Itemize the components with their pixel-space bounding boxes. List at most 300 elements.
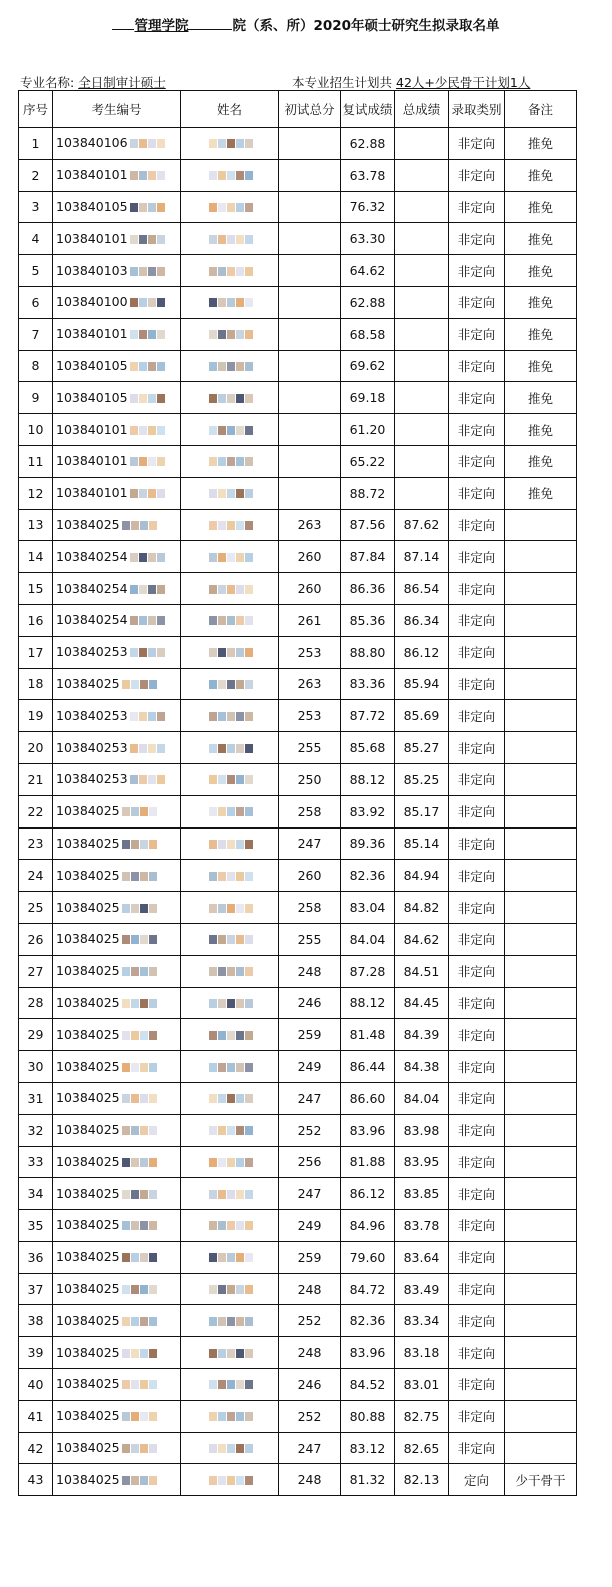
cell-admission-type-text: 非定向 — [457, 295, 496, 311]
cell-retest-score-text: 86.12 — [349, 1186, 386, 1202]
redaction-mosaic — [122, 996, 158, 1011]
cell-admission-type — [449, 255, 505, 287]
cell-prelim-score — [279, 987, 341, 1019]
cell-no-text: 11 — [27, 453, 44, 469]
cell-name — [181, 573, 279, 605]
admission-table — [18, 90, 577, 1496]
cell-no-text: 2 — [31, 167, 40, 183]
cell-total-score-text: 86.34 — [403, 612, 440, 628]
cell-total-score-text: 85.17 — [403, 803, 440, 819]
cell-total-score-text: 86.12 — [403, 644, 440, 660]
cell-admission-type — [449, 1082, 505, 1114]
redaction-mosaic — [209, 327, 254, 342]
redaction-mosaic — [209, 901, 254, 916]
cell-no-text: 5 — [31, 263, 40, 279]
cell-total-score-text: 85.14 — [403, 836, 440, 852]
redaction-mosaic — [130, 391, 166, 406]
cell-note — [505, 1210, 577, 1242]
cell-admission-type — [449, 1178, 505, 1210]
cell-candidate-id — [53, 1273, 181, 1305]
cell-retest-score — [341, 763, 395, 795]
cell-no-text: 1 — [31, 135, 40, 151]
table-row — [19, 1114, 577, 1146]
cell-prelim-score — [279, 1082, 341, 1114]
cell-total-score — [395, 636, 449, 668]
cell-retest-score — [341, 668, 395, 700]
cell-prelim-score — [279, 1432, 341, 1464]
cell-note-text: 推免 — [527, 168, 553, 184]
cell-candidate-id — [53, 573, 181, 605]
redaction-mosaic — [209, 1060, 254, 1075]
cell-candidate-id — [53, 1241, 181, 1273]
cell-retest-score — [341, 955, 395, 987]
cell-prelim-score-text: 248 — [297, 1281, 322, 1297]
cell-candidate-id — [53, 668, 181, 700]
cell-total-score-text: 85.94 — [403, 676, 440, 692]
cell-no — [19, 1337, 53, 1369]
cell-no-text: 29 — [27, 1027, 44, 1043]
cell-candidate-id-text: 10384025 — [56, 1440, 120, 1456]
redaction-mosaic — [209, 1187, 254, 1202]
plan-prefix: 本专业招生计划共 — [292, 75, 393, 90]
cell-name — [181, 955, 279, 987]
redaction-mosaic — [130, 550, 166, 565]
cell-candidate-id-text: 10384025 — [56, 675, 120, 691]
header-id: 考生编号 — [53, 91, 181, 128]
cell-admission-type — [449, 1464, 505, 1496]
cell-retest-score — [341, 604, 395, 636]
cell-retest-score-text: 69.62 — [349, 358, 386, 374]
cell-candidate-id-text: 103840106 — [56, 135, 128, 151]
cell-prelim-score — [279, 1400, 341, 1432]
table-row — [19, 1273, 577, 1305]
cell-candidate-id — [53, 604, 181, 636]
cell-retest-score-text: 69.18 — [349, 390, 386, 406]
cell-note — [505, 955, 577, 987]
cell-admission-type — [449, 414, 505, 446]
cell-retest-score — [341, 828, 395, 860]
cell-admission-type-text: 非定向 — [457, 1282, 496, 1298]
cell-note — [505, 763, 577, 795]
cell-admission-type-text: 非定向 — [457, 1313, 496, 1329]
cell-note — [505, 732, 577, 764]
cell-no-text: 31 — [27, 1090, 44, 1106]
cell-prelim-score-text: 259 — [297, 1027, 322, 1043]
cell-total-score-text: 83.78 — [403, 1217, 440, 1233]
cell-total-score — [395, 1051, 449, 1083]
cell-no-text: 27 — [27, 963, 44, 979]
redaction-mosaic — [130, 232, 166, 247]
cell-prelim-score-text: 255 — [297, 740, 322, 756]
cell-admission-type — [449, 541, 505, 573]
cell-total-score-text: 86.54 — [403, 581, 440, 597]
cell-retest-score — [341, 1082, 395, 1114]
redaction-mosaic — [122, 932, 158, 947]
cell-no — [19, 1114, 53, 1146]
cell-no — [19, 1273, 53, 1305]
cell-no — [19, 573, 53, 605]
cell-note — [505, 541, 577, 573]
cell-retest-score — [341, 892, 395, 924]
table-row — [19, 286, 577, 318]
cell-name — [181, 286, 279, 318]
cell-name — [181, 477, 279, 509]
cell-total-score — [395, 955, 449, 987]
cell-prelim-score-text: 247 — [297, 1186, 322, 1202]
cell-no — [19, 1082, 53, 1114]
cell-admission-type-text: 非定向 — [457, 1409, 496, 1425]
table-row — [19, 414, 577, 446]
redaction-mosaic — [122, 869, 158, 884]
cell-no-text: 21 — [27, 771, 44, 787]
cell-admission-type — [449, 700, 505, 732]
cell-total-score — [395, 573, 449, 605]
major-value: 全日制审计硕士 — [78, 75, 166, 90]
redaction-mosaic — [209, 1409, 254, 1424]
cell-prelim-score — [279, 1305, 341, 1337]
cell-admission-type-text: 非定向 — [457, 995, 496, 1011]
cell-no-text: 15 — [27, 581, 44, 597]
cell-retest-score-text: 83.36 — [349, 676, 386, 692]
cell-prelim-score-text: 247 — [297, 1440, 322, 1456]
redaction-mosaic — [122, 677, 158, 692]
table-row — [19, 1210, 577, 1242]
cell-prelim-score — [279, 1210, 341, 1242]
cell-admission-type-text: 非定向 — [457, 581, 496, 597]
cell-no — [19, 700, 53, 732]
cell-retest-score — [341, 414, 395, 446]
cell-prelim-score — [279, 828, 341, 860]
cell-no — [19, 1178, 53, 1210]
table-row — [19, 732, 577, 764]
cell-prelim-score — [279, 541, 341, 573]
cell-retest-score — [341, 860, 395, 892]
redaction-mosaic — [209, 550, 254, 565]
cell-note — [505, 668, 577, 700]
cell-prelim-score-text: 249 — [297, 1059, 322, 1074]
cell-name — [181, 414, 279, 446]
cell-candidate-id-text: 10384025 — [56, 994, 120, 1010]
cell-prelim-score — [279, 732, 341, 764]
cell-candidate-id-text: 103840253 — [56, 771, 128, 787]
redaction-mosaic — [209, 1218, 254, 1233]
cell-no — [19, 286, 53, 318]
cell-candidate-id-text: 103840101 — [56, 421, 128, 437]
cell-admission-type-text: 非定向 — [457, 1218, 496, 1234]
cell-note-text: 推免 — [527, 486, 553, 502]
cell-no-text: 42 — [27, 1440, 44, 1456]
table-row — [19, 477, 577, 509]
cell-candidate-id-text: 10384025 — [56, 1026, 120, 1042]
cell-admission-type — [449, 955, 505, 987]
cell-no-text: 18 — [27, 676, 44, 692]
cell-total-score — [395, 509, 449, 541]
cell-no — [19, 509, 53, 541]
cell-total-score — [395, 763, 449, 795]
cell-candidate-id — [53, 159, 181, 191]
cell-prelim-score-text: 248 — [297, 1345, 322, 1361]
cell-candidate-id-text: 10384025 — [56, 1058, 120, 1074]
cell-retest-score — [341, 1146, 395, 1178]
cell-prelim-score — [279, 604, 341, 636]
cell-no-text: 14 — [27, 549, 44, 565]
redaction-mosaic — [122, 1091, 158, 1106]
redaction-mosaic — [209, 168, 254, 183]
redaction-mosaic — [209, 582, 254, 597]
cell-no-text: 32 — [27, 1122, 44, 1138]
cell-retest-score — [341, 636, 395, 668]
cell-no-text: 24 — [27, 868, 44, 884]
cell-admission-type — [449, 860, 505, 892]
cell-total-score-text: 85.27 — [403, 740, 440, 756]
cell-candidate-id — [53, 382, 181, 414]
cell-retest-score — [341, 1273, 395, 1305]
cell-candidate-id-text: 103840254 — [56, 612, 128, 628]
cell-prelim-score — [279, 1337, 341, 1369]
cell-total-score-text: 83.85 — [403, 1186, 440, 1202]
table-row — [19, 445, 577, 477]
table-row — [19, 636, 577, 668]
cell-no-text: 35 — [27, 1217, 44, 1233]
cell-name — [181, 382, 279, 414]
cell-no-text: 12 — [27, 485, 44, 501]
cell-prelim-score — [279, 860, 341, 892]
cell-prelim-score — [279, 1241, 341, 1273]
cell-prelim-score-text: 252 — [297, 1408, 322, 1424]
cell-note — [505, 860, 577, 892]
cell-prelim-score — [279, 1273, 341, 1305]
redaction-mosaic — [209, 804, 254, 819]
cell-admission-type — [449, 159, 505, 191]
cell-prelim-score-text: 252 — [297, 1313, 322, 1329]
cell-total-score — [395, 477, 449, 509]
cell-candidate-id-text: 103840253 — [56, 707, 128, 723]
cell-prelim-score — [279, 1464, 341, 1496]
redaction-mosaic — [122, 1346, 158, 1361]
cell-no-text: 40 — [27, 1376, 44, 1392]
table-row — [19, 668, 577, 700]
header-prelim: 初试总分 — [279, 91, 341, 128]
cell-prelim-score-text: 247 — [297, 1090, 322, 1106]
cell-no — [19, 255, 53, 287]
cell-no — [19, 1146, 53, 1178]
table-row — [19, 350, 577, 382]
cell-candidate-id — [53, 1082, 181, 1114]
cell-no — [19, 892, 53, 924]
table-row — [19, 923, 577, 955]
cell-total-score — [395, 445, 449, 477]
cell-admission-type — [449, 223, 505, 255]
cell-total-score — [395, 191, 449, 223]
cell-name — [181, 763, 279, 795]
cell-candidate-id — [53, 923, 181, 955]
cell-admission-type — [449, 445, 505, 477]
cell-name — [181, 1241, 279, 1273]
redaction-mosaic — [130, 264, 166, 279]
cell-total-score — [395, 1241, 449, 1273]
cell-name — [181, 987, 279, 1019]
cell-total-score — [395, 255, 449, 287]
cell-no-text: 10 — [27, 422, 44, 438]
cell-no-text: 41 — [27, 1408, 44, 1424]
cell-candidate-id — [53, 191, 181, 223]
cell-total-score-text: 84.82 — [403, 900, 440, 916]
cell-candidate-id — [53, 477, 181, 509]
cell-retest-score-text: 88.12 — [349, 995, 386, 1011]
cell-prelim-score — [279, 1114, 341, 1146]
cell-no-text: 23 — [27, 836, 44, 852]
plan-value: 42人+少民骨干计划1人 — [396, 75, 531, 90]
cell-retest-score-text: 87.84 — [349, 549, 386, 565]
redaction-mosaic — [122, 518, 158, 533]
cell-no — [19, 860, 53, 892]
cell-candidate-id-text: 103840100 — [56, 294, 128, 310]
cell-no-text: 37 — [27, 1281, 44, 1297]
cell-name — [181, 1146, 279, 1178]
redaction-mosaic — [209, 486, 254, 501]
redaction-mosaic — [122, 1282, 158, 1297]
cell-retest-score-text: 89.36 — [349, 836, 386, 852]
cell-note — [505, 987, 577, 1019]
cell-total-score-text: 84.94 — [403, 868, 440, 884]
cell-prelim-score — [279, 955, 341, 987]
cell-candidate-id-text: 103840105 — [56, 357, 128, 373]
cell-admission-type — [449, 1337, 505, 1369]
cell-admission-type — [449, 350, 505, 382]
table-row — [19, 860, 577, 892]
cell-retest-score — [341, 1114, 395, 1146]
cell-retest-score-text: 61.20 — [349, 422, 386, 438]
cell-prelim-score — [279, 318, 341, 350]
cell-retest-score-text: 81.88 — [349, 1154, 386, 1170]
cell-admission-type — [449, 987, 505, 1019]
cell-retest-score-text: 86.44 — [349, 1059, 386, 1074]
cell-retest-score-text: 82.36 — [349, 868, 386, 884]
table-row — [19, 1082, 577, 1114]
cell-name — [181, 223, 279, 255]
redaction-mosaic — [122, 1028, 158, 1043]
cell-retest-score — [341, 477, 395, 509]
cell-candidate-id — [53, 636, 181, 668]
table-row — [19, 604, 577, 636]
cell-total-score — [395, 1464, 449, 1496]
cell-name — [181, 700, 279, 732]
cell-note — [505, 604, 577, 636]
cell-retest-score — [341, 255, 395, 287]
cell-prelim-score-text: 260 — [297, 549, 322, 565]
cell-total-score-text: 84.45 — [403, 995, 440, 1011]
cell-name — [181, 1400, 279, 1432]
cell-note-text: 推免 — [527, 390, 553, 406]
cell-admission-type — [449, 1019, 505, 1051]
cell-prelim-score-text: 256 — [297, 1154, 322, 1170]
cell-admission-type-text: 非定向 — [457, 932, 496, 948]
table-row — [19, 892, 577, 924]
cell-no — [19, 1432, 53, 1464]
cell-admission-type — [449, 128, 505, 160]
cell-prelim-score-text: 252 — [297, 1122, 322, 1138]
cell-no-text: 20 — [27, 740, 44, 756]
redaction-mosaic — [130, 295, 166, 310]
table-row — [19, 1400, 577, 1432]
cell-no — [19, 382, 53, 414]
cell-prelim-score-text: 261 — [297, 612, 322, 628]
cell-total-score — [395, 1178, 449, 1210]
cell-total-score — [395, 860, 449, 892]
cell-no — [19, 1051, 53, 1083]
table-row — [19, 1051, 577, 1083]
cell-name — [181, 541, 279, 573]
major-label: 专业名称: — [20, 75, 75, 90]
cell-prelim-score — [279, 255, 341, 287]
cell-note — [505, 1051, 577, 1083]
redaction-mosaic — [122, 1250, 158, 1265]
cell-admission-type-text: 非定向 — [457, 772, 496, 788]
cell-retest-score-text: 85.36 — [349, 612, 386, 628]
redaction-mosaic — [122, 1187, 158, 1202]
cell-admission-type-text: 非定向 — [457, 1027, 496, 1043]
cell-candidate-id-text: 103840101 — [56, 230, 128, 246]
cell-total-score — [395, 159, 449, 191]
cell-admission-type — [449, 573, 505, 605]
redaction-mosaic — [130, 741, 166, 756]
table-row — [19, 1464, 577, 1496]
cell-admission-type — [449, 382, 505, 414]
redaction-mosaic — [209, 1441, 254, 1456]
cell-total-score-text: 84.38 — [403, 1059, 440, 1074]
cell-candidate-id — [53, 1019, 181, 1051]
table-row — [19, 255, 577, 287]
cell-candidate-id — [53, 1369, 181, 1401]
cell-note — [505, 828, 577, 860]
cell-name — [181, 159, 279, 191]
cell-retest-score-text: 79.60 — [349, 1249, 386, 1265]
cell-candidate-id — [53, 223, 181, 255]
cell-total-score-text: 83.49 — [403, 1281, 440, 1297]
cell-candidate-id-text: 10384025 — [56, 1249, 120, 1265]
redaction-mosaic — [130, 582, 166, 597]
cell-total-score — [395, 223, 449, 255]
cell-note — [505, 1432, 577, 1464]
cell-admission-type-text: 非定向 — [457, 1377, 496, 1393]
redaction-mosaic — [209, 359, 254, 374]
cell-prelim-score — [279, 1051, 341, 1083]
cell-total-score — [395, 350, 449, 382]
cell-prelim-score-text: 255 — [297, 931, 322, 947]
cell-retest-score — [341, 1241, 395, 1273]
redaction-mosaic — [130, 136, 166, 151]
cell-total-score-text: 82.65 — [403, 1440, 440, 1456]
cell-no — [19, 1210, 53, 1242]
cell-total-score — [395, 1432, 449, 1464]
cell-prelim-score — [279, 286, 341, 318]
cell-admission-type — [449, 795, 505, 827]
title-rest: 院（系、所）2020年硕士研究生拟录取名单 — [232, 18, 500, 34]
cell-no-text: 28 — [27, 995, 44, 1011]
header-retest: 复试成绩 — [341, 91, 395, 128]
cell-total-score-text: 87.62 — [403, 517, 440, 533]
cell-no — [19, 445, 53, 477]
cell-retest-score-text: 87.56 — [349, 517, 386, 533]
cell-name — [181, 350, 279, 382]
redaction-mosaic — [130, 613, 166, 628]
cell-admission-type-text: 非定向 — [457, 1154, 496, 1170]
redaction-mosaic — [122, 964, 158, 979]
cell-candidate-id — [53, 860, 181, 892]
cell-admission-type-text: 非定向 — [457, 1441, 496, 1457]
cell-note — [505, 1114, 577, 1146]
cell-retest-score — [341, 1369, 395, 1401]
